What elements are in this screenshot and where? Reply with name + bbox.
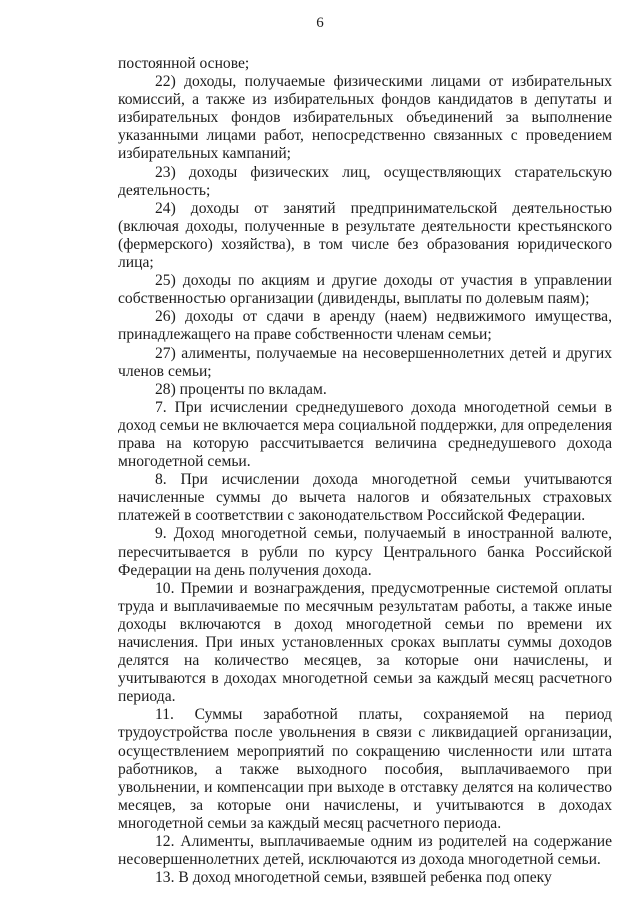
document-body [118,55,612,887]
list-item-25: 25) доходы по акциям и другие доходы от участия в управлении собственностью организации (дивиденды, выплаты по долевым паям); [118,272,612,308]
list-item-23: 23) доходы физических лиц, осуществляющих старательскую деятельность; [118,163,612,199]
clause-7: 7. При исчислении среднедушевого дохода многодетной семьи в доход семьи не включается мера социальной поддержки, для определения права на которую рассчитывается величина среднедушевого дохода многодетной семьи. [118,398,612,471]
list-item-26: 26) доходы от сдачи в аренду (наем) недвижимого имущества, принадлежащего на праве собственности членам семьи; [118,308,612,344]
clause-8: 8. При исчислении дохода многодетной семьи учитываются начисленные суммы до вычета налогов и обязательных страховых платежей в соответствии с законодательством Российской Федерации. [118,471,612,525]
list-item-28: 28) проценты по вкладам. [155,380,327,398]
clause-9: 9. Доход многодетной семьи, получаемый в иностранной валюте, пересчитывается в рубли по курсу Центрального банка Российской Федерации на день получения дохода. [118,525,612,579]
list-item-24: 24) доходы от занятий предпринимательской деятельностью (включая доходы, полученные в результате деятельности крестьянского (фермерского) хозяйства), в том числе без образования юридического лица; [118,199,612,272]
clause-13: 13. В доход многодетной семьи, взявшей ребенка под опеку [155,869,552,887]
clause-11: 11. Суммы заработной платы, сохраняемой на период трудоустройства после увольнения в связи с ликвидацией организации, осуществлением мероприятий по сокращению численности или штата работников, а также выходного пособия, выплачиваемого при увольнении, и компенсации при выходе в отставку делятся на количество месяцев, за которые они начислены, и учитываются в доходах многодетной семьи за каждый месяц расчетного периода. [118,706,612,832]
paragraph-continuation: постоянной основе; [118,55,250,72]
page-number: 6 [316,15,324,31]
list-item-22: 22) доходы, получаемые физическими лицами от избирательных комиссий, а также из избирательных фондов кандидатов в депутаты и избирательных фондов избирательных объединений за выполнение указанными лицами работ, непосредственно связанных с проведением избирательных кампаний; [118,73,612,163]
clause-10: 10. Премии и вознаграждения, предусмотренные системой оплаты труда и выплачиваемые по месячным результатам работы, а также иные доходы включаются в доход многодетной семьи по времени их начисления. При иных установленных сроках выплаты суммы доходов делятся на количество месяцев, за которые они начислены, и учитываются в доходах многодетной семьи за каждый месяц расчетного периода. [118,579,612,706]
clause-12: 12. Алименты, выплачиваемые одним из родителей на содержание несовершеннолетних детей, исключаются из дохода многодетной семьи. [118,833,612,869]
list-item-27: 27) алименты, получаемые на несовершеннолетних детей и других членов семьи; [118,344,612,380]
